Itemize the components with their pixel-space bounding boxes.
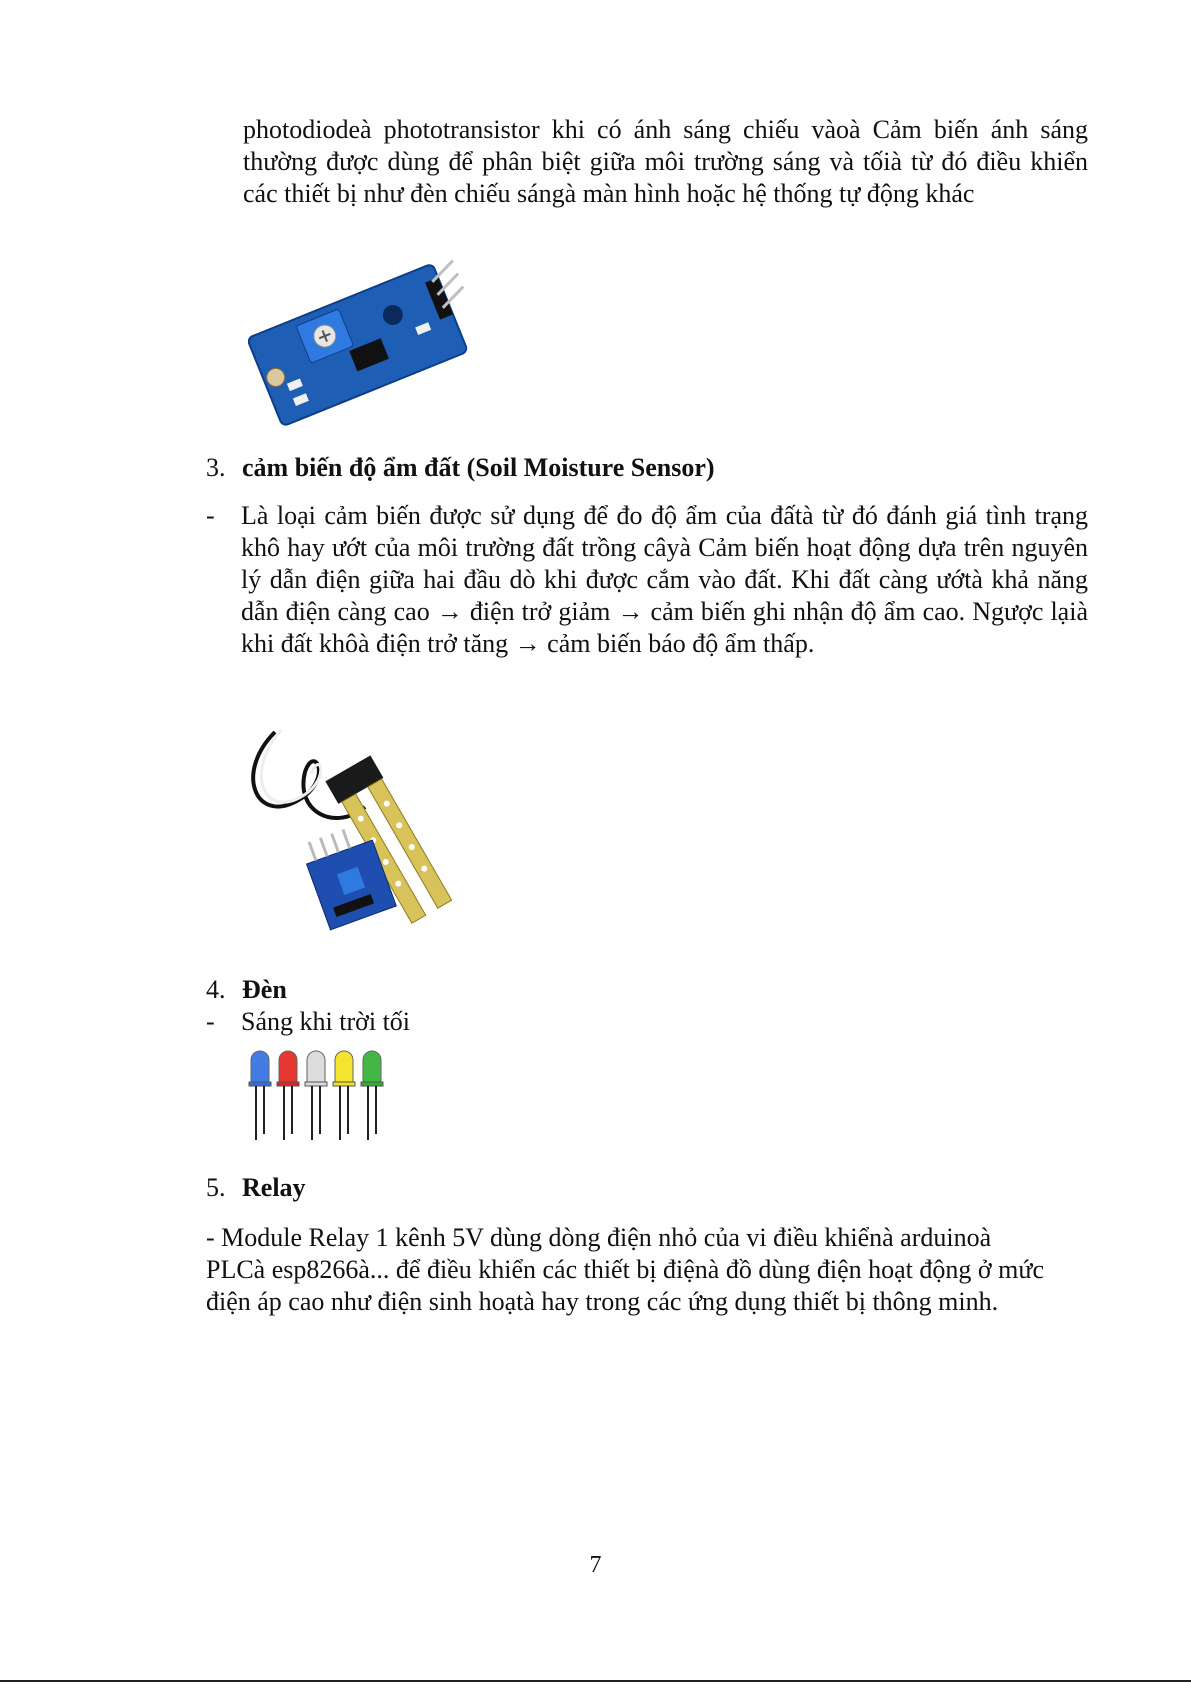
led-2 — [277, 1051, 299, 1140]
page-number: 7 — [589, 1552, 602, 1578]
section-5-heading — [206, 1172, 306, 1204]
led-3 — [305, 1051, 327, 1140]
section-3-title: cảm biến độ ẩm đất (Soil Moisture Sensor) — [242, 453, 715, 482]
section-5-title: Relay — [242, 1173, 306, 1202]
relay-description: - Module Relay 1 kênh 5V dùng dòng điện nhỏ của vi điều khiểnà arduinoà PLCà esp8266à... để điều khiển các thiết bị điệnà đồ dùng điện hoạt động ở mức điện áp cao như điện sinh hoạtà hay trong các ứng dụng thiết bị thông minh. — [206, 1223, 1044, 1316]
intro-paragraph: photodiodeà phototransistor khi có ánh sáng chiếu vàoà Cảm biến ánh sáng thường được dùng để phân biệt giữa môi trường sáng và tốià từ đó điều khiển các thiết bị như đèn chiếu sángà màn hình hoặc hệ thống tự động khác — [243, 115, 1088, 208]
bottom-rule — [0, 1680, 1191, 1682]
section-3-bullet — [206, 500, 1088, 700]
led-1 — [249, 1051, 271, 1140]
soil-sensor-description: Là loại cảm biến được sử dụng để đo độ ẩm của đấtà từ đó đánh giá tình trạng khô hay ướt của môi trường đất trồng câyà Cảm biến hoạt động dựa trên nguyên lý dẫn điện giữa hai đầu dò khi được cắm vào đất. Khi đất càng ướtà khả năng dẫn điện càng cao → điện trở giảm → cảm biến ghi nhận độ ẩm cao. Ngược lạià khi đất khôà điện trở tăng → cảm biến báo độ ẩm thấp. — [241, 501, 1088, 658]
bullet-dash: - — [206, 1007, 215, 1036]
section-4-bullet — [206, 1006, 1088, 1038]
led-4 — [333, 1051, 355, 1140]
soil-moisture-sensor-image — [245, 712, 515, 952]
section-4-title: Đèn — [242, 975, 287, 1004]
led-lights-image — [244, 1042, 389, 1142]
led-5 — [361, 1051, 383, 1140]
section-4-number: 4. — [206, 975, 226, 1004]
led-description: Sáng khi trời tối — [241, 1007, 411, 1036]
light-sensor-module-image — [248, 240, 480, 450]
section-3-number: 3. — [206, 453, 226, 482]
section-3-heading — [206, 452, 715, 484]
section-4-heading — [206, 974, 287, 1006]
section-5-number: 5. — [206, 1173, 226, 1202]
bullet-dash: - — [206, 501, 215, 530]
